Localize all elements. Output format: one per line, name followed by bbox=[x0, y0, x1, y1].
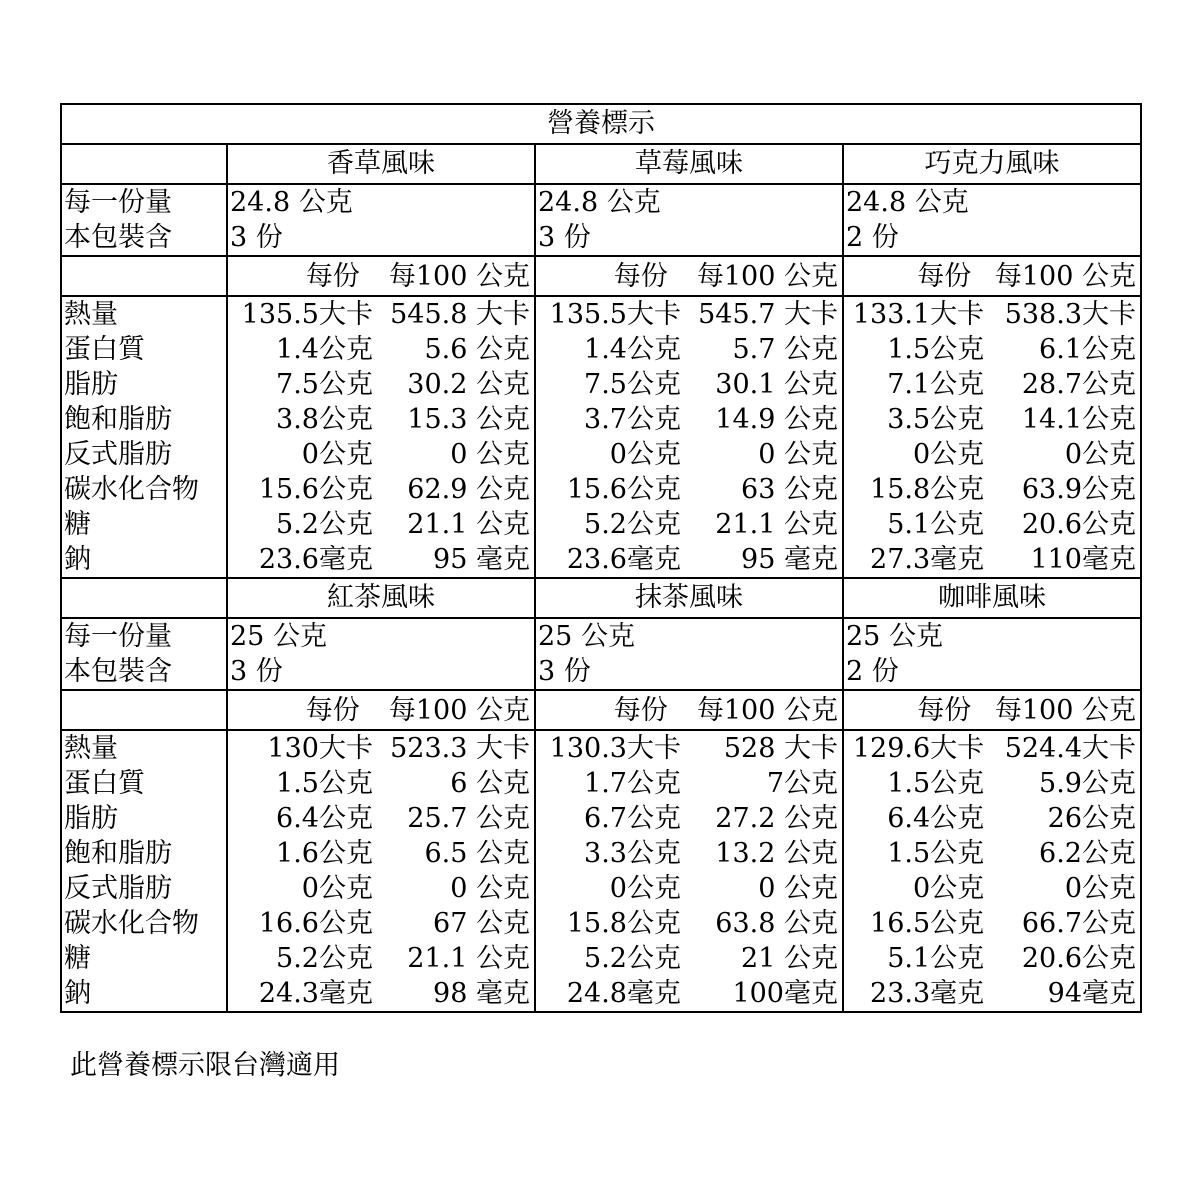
flavor-name: 香草風味 bbox=[227, 144, 535, 184]
column-headers bbox=[843, 690, 1141, 730]
serving-size-value: 25 公克 bbox=[230, 621, 327, 652]
per-serving-value: 15.6公克 bbox=[566, 474, 681, 505]
per-serving-value: 5.2公克 bbox=[276, 943, 373, 974]
per-100g-value: 63 公克 bbox=[741, 474, 838, 505]
per-100g-value: 5.6 公克 bbox=[424, 334, 530, 365]
per-serving-value: 7.5公克 bbox=[584, 369, 681, 400]
per-serving-value: 1.5公克 bbox=[887, 838, 985, 869]
per-100g-value: 15.3 公克 bbox=[407, 404, 530, 435]
nutrient-values bbox=[227, 296, 535, 578]
flavor-name: 紅茶風味 bbox=[227, 578, 535, 618]
per-100g-value: 0 公克 bbox=[758, 873, 838, 904]
servings-label: 本包裝含 bbox=[64, 656, 172, 687]
nutrient-label: 飽和脂肪 bbox=[64, 838, 172, 869]
per-100g-value: 0 公克 bbox=[758, 439, 838, 470]
per-serving-value: 5.2公克 bbox=[584, 509, 681, 540]
per-serving-value: 24.3毫克 bbox=[258, 978, 373, 1009]
servings-value: 3 份 bbox=[230, 656, 283, 687]
nutrient-label: 蛋白質 bbox=[64, 334, 145, 365]
per-serving-value: 135.5大卡 bbox=[241, 299, 373, 330]
per-100g-header: 每100 公克 bbox=[994, 694, 1136, 726]
per-serving-value: 6.7公克 bbox=[584, 803, 681, 834]
per-serving-value: 1.7公克 bbox=[584, 768, 681, 799]
per-serving-value: 1.5公克 bbox=[887, 334, 985, 365]
nutrient-label: 反式脂肪 bbox=[64, 873, 172, 904]
per-serving-value: 7.1公克 bbox=[887, 369, 985, 400]
column-headers bbox=[843, 256, 1141, 296]
per-serving-value: 15.8公克 bbox=[870, 474, 985, 505]
per-serving-value: 5.1公克 bbox=[887, 509, 985, 540]
per-serving-value: 6.4公克 bbox=[887, 803, 985, 834]
per-serving-value: 6.4公克 bbox=[276, 803, 373, 834]
per-serving-value: 16.6公克 bbox=[258, 908, 373, 939]
nutrient-label: 糖 bbox=[64, 509, 91, 540]
per-serving-value: 23.6毫克 bbox=[258, 544, 373, 575]
nutrient-label: 反式脂肪 bbox=[64, 439, 172, 470]
per-100g-value: 545.7 大卡 bbox=[698, 299, 838, 330]
footnote: 此營養標示限台灣適用 bbox=[70, 1050, 340, 1081]
per-100g-value: 67 公克 bbox=[433, 908, 530, 939]
nutrient-values bbox=[535, 730, 843, 1012]
nutrient-values bbox=[227, 730, 535, 1012]
per-serving-value: 24.8毫克 bbox=[566, 978, 681, 1009]
per-100g-value: 30.1 公克 bbox=[715, 369, 838, 400]
flavor-name: 抹茶風味 bbox=[535, 578, 843, 618]
per-100g-header: 每100 公克 bbox=[696, 694, 838, 726]
nutrient-values bbox=[843, 296, 1141, 578]
nutrient-labels bbox=[61, 730, 227, 1012]
per-serving-value: 5.1公克 bbox=[887, 943, 985, 974]
per-100g-header: 每100 公克 bbox=[388, 694, 530, 726]
per-serving-value: 0公克 bbox=[301, 439, 373, 470]
per-100g-value: 26公克 bbox=[1047, 803, 1136, 834]
nutrient-label: 鈉 bbox=[64, 978, 91, 1009]
per-100g-value: 5.7 公克 bbox=[732, 334, 838, 365]
per-100g-value: 13.2 公克 bbox=[715, 838, 838, 869]
per-serving-value: 0公克 bbox=[609, 873, 681, 904]
serving-labels bbox=[61, 618, 227, 690]
per-100g-value: 95 毫克 bbox=[433, 544, 530, 575]
per-serving-header: 每份 bbox=[305, 694, 360, 726]
nutrient-label: 碳水化合物 bbox=[64, 474, 199, 505]
blank-cell bbox=[61, 144, 227, 184]
per-100g-value: 6 公克 bbox=[450, 768, 530, 799]
per-serving-header: 每份 bbox=[917, 694, 972, 726]
servings-value: 3 份 bbox=[230, 222, 283, 253]
per-serving-value: 133.1大卡 bbox=[852, 299, 985, 330]
column-headers bbox=[535, 690, 843, 730]
flavor-name: 草莓風味 bbox=[535, 144, 843, 184]
per-100g-header: 每100 公克 bbox=[994, 260, 1136, 292]
per-serving-value: 15.8公克 bbox=[566, 908, 681, 939]
servings-label: 本包裝含 bbox=[64, 222, 172, 253]
column-headers bbox=[535, 256, 843, 296]
per-100g-value: 62.9 公克 bbox=[407, 474, 530, 505]
nutrient-label: 蛋白質 bbox=[64, 768, 145, 799]
per-100g-value: 63.8 公克 bbox=[715, 908, 838, 939]
serving-values bbox=[227, 184, 535, 256]
per-100g-value: 0 公克 bbox=[450, 439, 530, 470]
serving-values bbox=[843, 618, 1141, 690]
column-headers bbox=[227, 256, 535, 296]
per-serving-value: 1.6公克 bbox=[276, 838, 373, 869]
per-serving-value: 23.3毫克 bbox=[870, 978, 985, 1009]
serving-values bbox=[843, 184, 1141, 256]
per-serving-value: 1.5公克 bbox=[887, 768, 985, 799]
per-100g-value: 25.7 公克 bbox=[407, 803, 530, 834]
per-100g-value: 0 公克 bbox=[450, 873, 530, 904]
nutrient-label: 熱量 bbox=[64, 299, 118, 330]
column-headers bbox=[227, 690, 535, 730]
flavor-name: 咖啡風味 bbox=[843, 578, 1141, 618]
per-serving-header: 每份 bbox=[917, 260, 972, 292]
serving-size-label: 每一份量 bbox=[64, 621, 172, 652]
per-100g-value: 20.6公克 bbox=[1021, 943, 1136, 974]
nutrition-label-table bbox=[60, 103, 1142, 1013]
per-serving-value: 1.5公克 bbox=[276, 768, 373, 799]
serving-size-value: 24.8 公克 bbox=[538, 187, 661, 218]
per-100g-value: 0公克 bbox=[1064, 873, 1136, 904]
serving-values bbox=[227, 618, 535, 690]
nutrient-label: 飽和脂肪 bbox=[64, 404, 172, 435]
nutrient-label: 熱量 bbox=[64, 733, 118, 764]
per-100g-value: 528 大卡 bbox=[723, 733, 838, 764]
per-100g-value: 21.1 公克 bbox=[407, 509, 530, 540]
per-serving-value: 15.6公克 bbox=[258, 474, 373, 505]
serving-values bbox=[535, 184, 843, 256]
per-serving-value: 5.2公克 bbox=[276, 509, 373, 540]
label-title: 營養標示 bbox=[61, 104, 1141, 144]
per-100g-value: 94毫克 bbox=[1047, 978, 1136, 1009]
per-100g-value: 98 毫克 bbox=[433, 978, 530, 1009]
per-100g-value: 14.1公克 bbox=[1021, 404, 1136, 435]
per-serving-value: 27.3毫克 bbox=[870, 544, 985, 575]
per-100g-value: 21 公克 bbox=[741, 943, 838, 974]
per-100g-value: 30.2 公克 bbox=[407, 369, 530, 400]
flavor-name: 巧克力風味 bbox=[843, 144, 1141, 184]
per-serving-value: 3.3公克 bbox=[584, 838, 681, 869]
per-100g-value: 14.9 公克 bbox=[715, 404, 838, 435]
per-100g-value: 7公克 bbox=[766, 768, 838, 799]
per-100g-value: 523.3 大卡 bbox=[390, 733, 530, 764]
blank-cell bbox=[61, 256, 227, 296]
per-100g-header: 每100 公克 bbox=[388, 260, 530, 292]
per-serving-value: 0公克 bbox=[301, 873, 373, 904]
per-serving-value: 1.4公克 bbox=[584, 334, 681, 365]
per-100g-value: 95 毫克 bbox=[741, 544, 838, 575]
nutrient-label: 糖 bbox=[64, 943, 91, 974]
per-serving-header: 每份 bbox=[613, 260, 668, 292]
serving-size-value: 25 公克 bbox=[538, 621, 635, 652]
per-100g-value: 524.4大卡 bbox=[1004, 733, 1136, 764]
per-100g-header: 每100 公克 bbox=[696, 260, 838, 292]
servings-value: 3 份 bbox=[538, 222, 591, 253]
per-serving-value: 129.6大卡 bbox=[852, 733, 985, 764]
per-100g-value: 21.1 公克 bbox=[407, 943, 530, 974]
per-serving-value: 1.4公克 bbox=[276, 334, 373, 365]
servings-value: 3 份 bbox=[538, 656, 591, 687]
per-serving-value: 16.5公克 bbox=[870, 908, 985, 939]
serving-size-value: 24.8 公克 bbox=[230, 187, 353, 218]
per-100g-value: 66.7公克 bbox=[1021, 908, 1136, 939]
nutrient-values bbox=[535, 296, 843, 578]
serving-values bbox=[535, 618, 843, 690]
servings-value: 2 份 bbox=[846, 222, 899, 253]
serving-size-label: 每一份量 bbox=[64, 187, 172, 218]
per-serving-value: 0公克 bbox=[912, 439, 985, 470]
per-serving-value: 0公克 bbox=[912, 873, 985, 904]
nutrient-label: 脂肪 bbox=[64, 369, 118, 400]
per-100g-value: 0公克 bbox=[1064, 439, 1136, 470]
nutrient-labels bbox=[61, 296, 227, 578]
per-100g-value: 21.1 公克 bbox=[715, 509, 838, 540]
per-serving-value: 7.5公克 bbox=[276, 369, 373, 400]
nutrient-label: 碳水化合物 bbox=[64, 908, 199, 939]
per-serving-value: 3.5公克 bbox=[887, 404, 985, 435]
per-100g-value: 20.6公克 bbox=[1021, 509, 1136, 540]
per-100g-value: 27.2 公克 bbox=[715, 803, 838, 834]
nutrient-values bbox=[843, 730, 1141, 1012]
per-serving-value: 130.3大卡 bbox=[549, 733, 681, 764]
per-serving-value: 0公克 bbox=[609, 439, 681, 470]
serving-size-value: 25 公克 bbox=[846, 621, 943, 652]
per-serving-value: 130大卡 bbox=[267, 733, 373, 764]
per-100g-value: 5.9公克 bbox=[1039, 768, 1136, 799]
per-100g-value: 110毫克 bbox=[1030, 544, 1136, 575]
per-serving-value: 135.5大卡 bbox=[549, 299, 681, 330]
servings-value: 2 份 bbox=[846, 656, 899, 687]
per-100g-value: 6.2公克 bbox=[1039, 838, 1136, 869]
per-serving-header: 每份 bbox=[305, 260, 360, 292]
nutrient-label: 脂肪 bbox=[64, 803, 118, 834]
per-100g-value: 538.3大卡 bbox=[1004, 299, 1136, 330]
per-serving-value: 3.8公克 bbox=[276, 404, 373, 435]
per-100g-value: 63.9公克 bbox=[1021, 474, 1136, 505]
blank-cell bbox=[61, 578, 227, 618]
per-100g-value: 28.7公克 bbox=[1021, 369, 1136, 400]
per-serving-header: 每份 bbox=[613, 694, 668, 726]
per-100g-value: 6.5 公克 bbox=[424, 838, 530, 869]
per-100g-value: 6.1公克 bbox=[1039, 334, 1136, 365]
serving-labels bbox=[61, 184, 227, 256]
per-serving-value: 5.2公克 bbox=[584, 943, 681, 974]
blank-cell bbox=[61, 690, 227, 730]
per-serving-value: 23.6毫克 bbox=[566, 544, 681, 575]
per-100g-value: 100毫克 bbox=[732, 978, 838, 1009]
per-serving-value: 3.7公克 bbox=[584, 404, 681, 435]
serving-size-value: 24.8 公克 bbox=[846, 187, 969, 218]
nutrient-label: 鈉 bbox=[64, 544, 91, 575]
per-100g-value: 545.8 大卡 bbox=[390, 299, 530, 330]
